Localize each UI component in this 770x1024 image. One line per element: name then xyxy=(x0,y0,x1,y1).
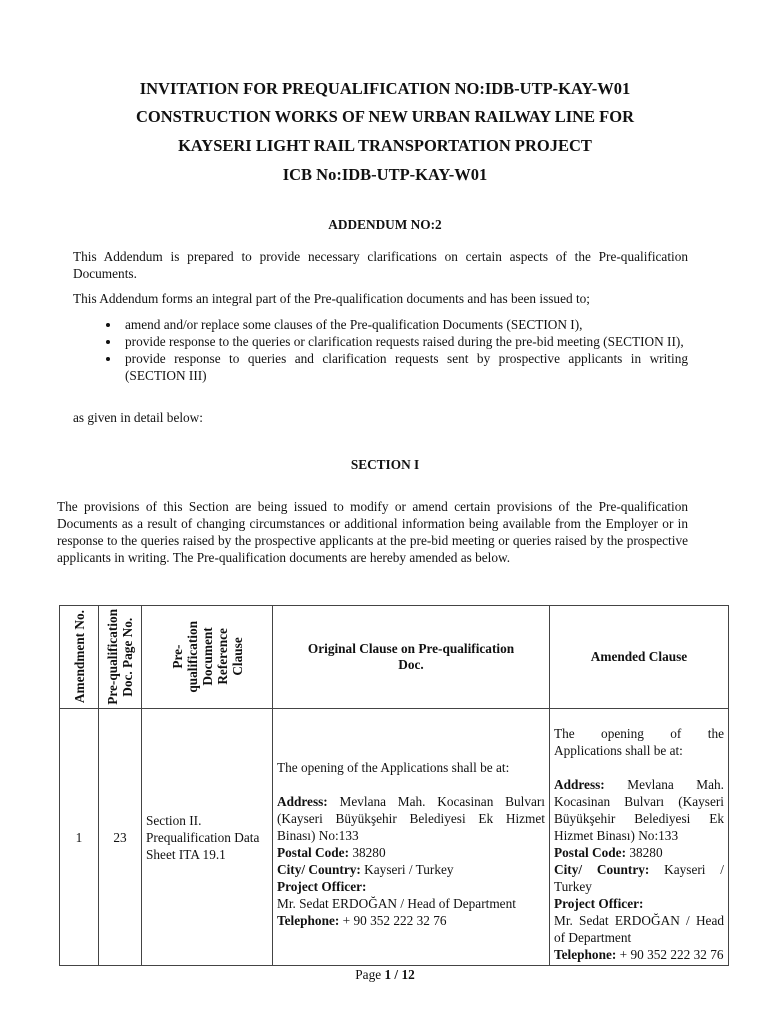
amendment-table xyxy=(59,605,729,966)
intro-paragraph-2: This Addendum forms an integral part of the Pre-qualification documents and has been issued to; xyxy=(73,291,590,306)
header-page-no: Pre-qualification Doc. Page No. xyxy=(105,609,135,705)
table-row xyxy=(60,709,729,966)
title-line-4: ICB No:IDB-UTP-KAY-W01 xyxy=(282,165,488,184)
cell-amended-clause: The opening of the Applications shall be at: Address: Mevlana Mah. Kocasinan Bulvarı (Kayseri Büyükşehir Belediyesi Ek Hizmet Binası) No:133 Postal Code: 38280 City/ Country: Kayseri / Turkey Project Officer: Mr. Sedat ERDOĞAN / Head of Department Telephone: + 90 352 222 32 76 xyxy=(550,709,729,966)
title-line-3: KAYSERI LIGHT RAIL TRANSPORTATION PROJECT xyxy=(178,136,592,155)
page-footer: Page 1 / 12 xyxy=(355,967,415,982)
title-line-1: INVITATION FOR PREQUALIFICATION NO:IDB-UTP-KAY-W01 xyxy=(139,79,631,98)
addendum-number: ADDENDUM NO:2 xyxy=(328,217,442,232)
cell-reference: Section II. Prequalification Data Sheet ITA 19.1 xyxy=(142,709,273,966)
cell-amendment-no: 1 xyxy=(60,709,99,966)
table-header-row xyxy=(60,606,729,709)
header-amendment-no: Amendment No. xyxy=(71,610,87,704)
bullet-item: • provide response to the queries or clarification requests raised during the pre-bid meeting (SECTION II), xyxy=(121,333,688,350)
header-reference-clause: Pre- qualification Document Reference Clause xyxy=(169,621,245,693)
header-amended-clause: Amended Clause xyxy=(550,606,729,709)
header-original-clause: Original Clause on Pre-qualification Doc. xyxy=(273,606,550,709)
bullet-item: • amend and/or replace some clauses of the Pre-qualification Documents (SECTION I), xyxy=(121,316,688,333)
section-paragraph: The provisions of this Section are being issued to modify or amend certain provisions of the Pre-qualification Documents as a result of changing circumstances or additional information being available from the Employer or in response to the queries raised by the prospective applicants at the pre-bid meeting or queries raised by the prospective applicants in writing. The Pre-qualification documents are hereby amended as below. xyxy=(57,499,688,565)
intro-paragraph-1: This Addendum is prepared to provide necessary clarifications on certain aspects of the Pre-qualification Documents. xyxy=(73,249,688,281)
bullet-item: • provide response to queries and clarification requests sent by prospective applicants in writing (SECTION III) xyxy=(121,350,688,384)
cell-original-clause: The opening of the Applications shall be at: Address: Mevlana Mah. Kocasinan Bulvarı (Kayseri Büyükşehir Belediyesi Ek Hizmet Binası) No:133 Postal Code: 38280 City/ Country: Kayseri / Turkey Project Officer: Mr. Sedat ERDOĞAN / Head of Department Telephone: + 90 352 222 32 76 xyxy=(273,709,550,966)
section-heading: SECTION I xyxy=(350,457,420,472)
as-given-text: as given in detail below: xyxy=(73,410,203,425)
cell-page-no: 23 xyxy=(99,709,142,966)
bullet-list xyxy=(73,316,688,384)
title-line-2: CONSTRUCTION WORKS OF NEW URBAN RAILWAY LINE FOR xyxy=(136,107,634,126)
